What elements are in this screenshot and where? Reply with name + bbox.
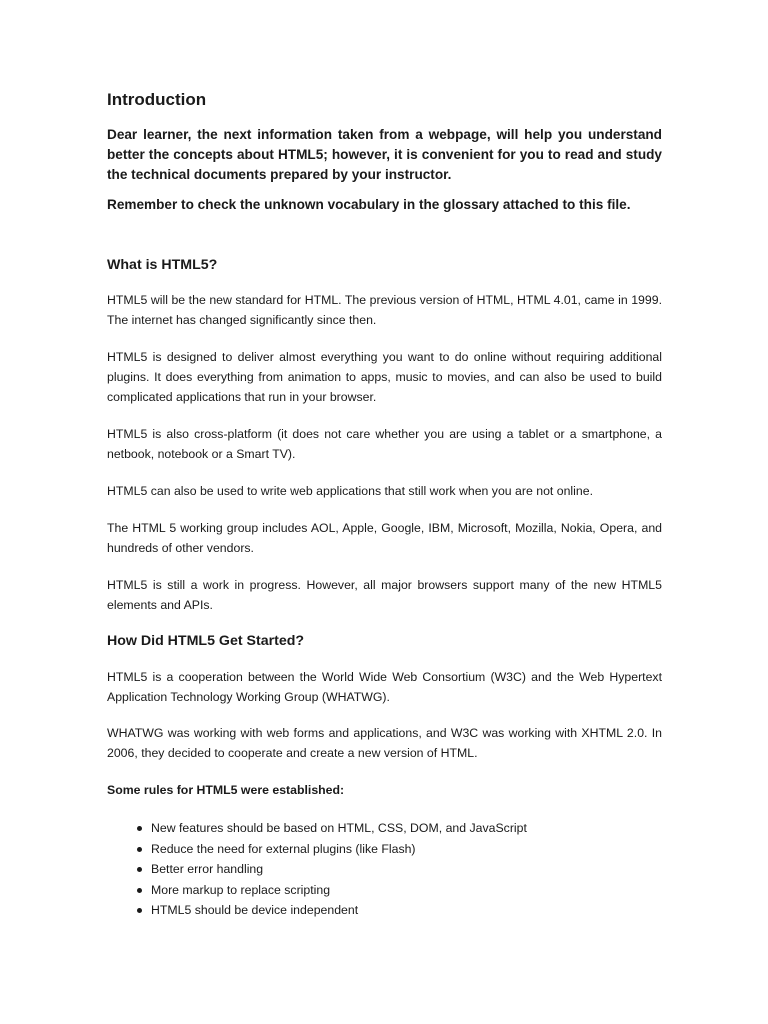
paragraph: HTML5 will be the new standard for HTML. The previous version of HTML, HTML 4.01, came in 1999. The internet has changed significantly since then.	[107, 293, 662, 327]
list-item-text: Better error handling	[151, 862, 264, 876]
paragraph: HTML5 is a cooperation between the World Wide Web Consortium (W3C) and the Web Hypertext Application Technology Working Group (WHATWG).	[107, 670, 662, 704]
list-item-text: New features should be based on HTML, CSS, DOM, and JavaScript	[151, 821, 527, 835]
bullet-icon	[137, 826, 142, 831]
paragraph: HTML5 is designed to deliver almost everything you want to do online without requiring additional plugins. It does everything from animation to apps, music to movies, and can also be used to build complicated applications that run in your browser.	[107, 350, 662, 404]
vocabulary-reminder: Remember to check the unknown vocabulary in the glossary attached to this file.	[107, 197, 631, 212]
rules-list	[107, 818, 527, 921]
list-item	[107, 880, 527, 901]
list-item	[107, 859, 527, 880]
bullet-icon	[137, 888, 142, 893]
bullet-icon	[137, 908, 142, 913]
list-item	[107, 900, 527, 921]
bullet-icon	[137, 847, 142, 852]
bullet-icon	[137, 867, 142, 872]
section-heading-how-did-html5-get-started: How Did HTML5 Get Started?	[107, 633, 305, 649]
paragraph: HTML5 can also be used to write web applications that still work when you are not online.	[107, 484, 593, 498]
list-item	[107, 839, 527, 860]
list-item-text: Reduce the need for external plugins (like Flash)	[151, 841, 416, 856]
list-item-text: More markup to replace scripting	[151, 882, 331, 897]
paragraph: HTML5 is still a work in progress. However, all major browsers support many of the new HTML5 elements and APIs.	[107, 578, 662, 612]
intro-paragraph: Dear learner, the next information taken from a webpage, will help you understand better the concepts about HTML5; however, it is convenient for you to read and study the technical documents prepared by your instructor.	[107, 127, 662, 182]
section-heading-what-is-html5: What is HTML5?	[107, 257, 218, 273]
list-item	[107, 818, 527, 839]
section-heading-introduction: Introduction	[107, 90, 207, 109]
paragraph: WHATWG was working with web forms and applications, and W3C was working with XHTML 2.0. In 2006, they decided to cooperate and create a new version of HTML.	[107, 726, 662, 760]
rules-heading: Some rules for HTML5 were established:	[107, 783, 345, 797]
paragraph: The HTML 5 working group includes AOL, Apple, Google, IBM, Microsoft, Mozilla, Nokia, Opera, and hundreds of other vendors.	[107, 521, 662, 555]
paragraph: HTML5 is also cross-platform (it does not care whether you are using a tablet or a smartphone, a netbook, notebook or a Smart TV).	[107, 427, 662, 461]
list-item-text: HTML5 should be device independent	[151, 903, 359, 917]
